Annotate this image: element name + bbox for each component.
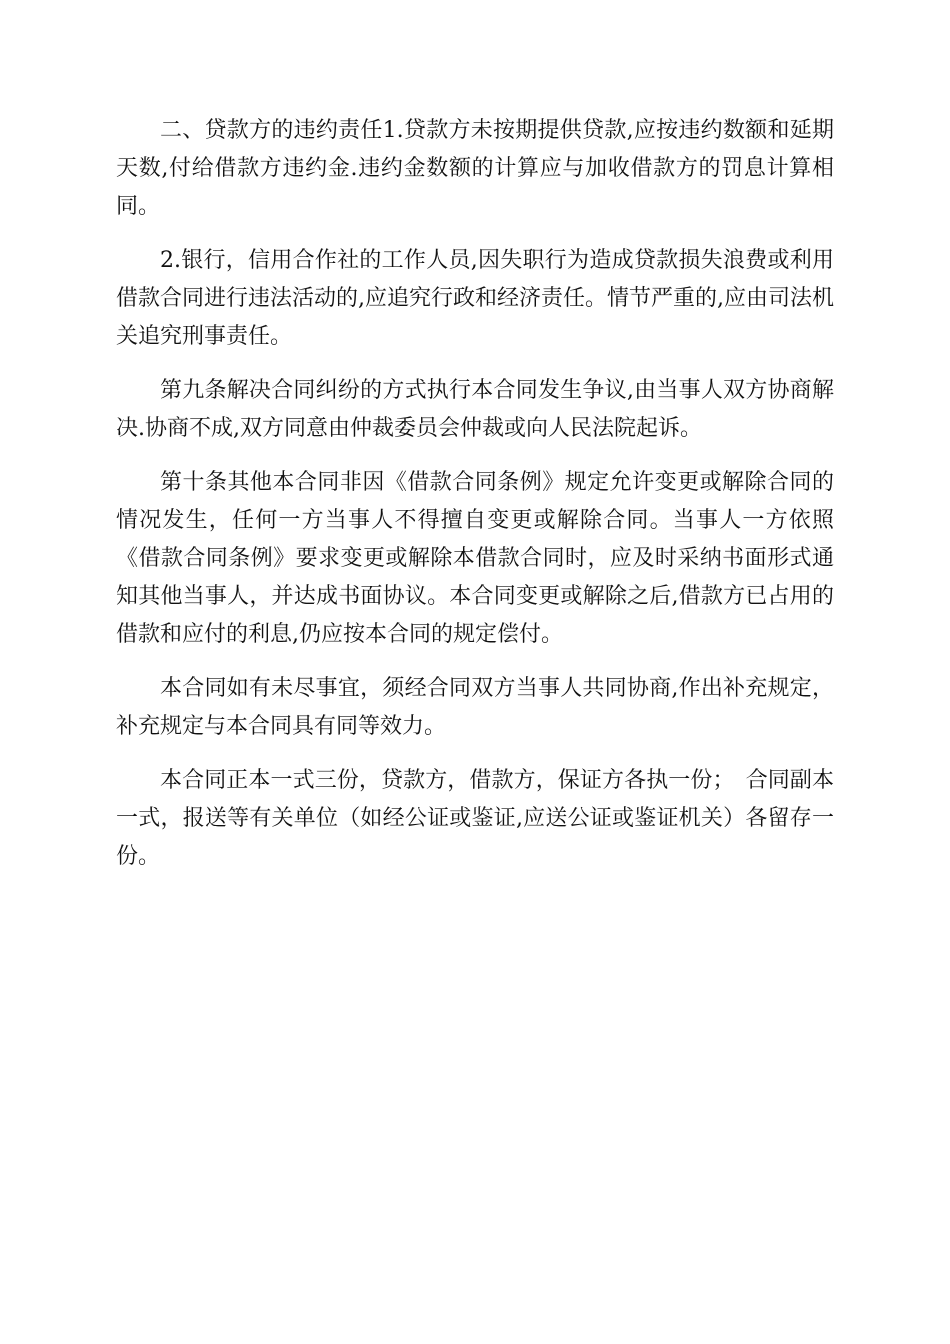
paragraph-bank-staff-liability: 2.银行，信用合作社的工作人员,因失职行为造成贷款损失浪费或利用借款合同进行违法活动的,应追究行政和经济责任。情节严重的,应由司法机关追究刑事责任。 xyxy=(116,248,834,349)
paragraph-article-9-disputes: 第九条解决合同纠纷的方式执行本合同发生争议,由当事人双方协商解决.协商不成,双方同意由仲裁委员会仲裁或向人民法院起诉。 xyxy=(116,378,834,441)
document-body xyxy=(116,112,834,892)
paragraph-supplementary: 本合同如有未尽事宜，须经合同双方当事人共同协商,作出补充规定，补充规定与本合同具有同等效力。 xyxy=(116,676,834,739)
paragraph-breach-lender: 二、贷款方的违约责任1.贷款方未按期提供贷款,应按违约数额和延期天数,付给借款方违约金.违约金数额的计算应与加收借款方的罚息计算相同。 xyxy=(116,118,834,219)
paragraph-copies: 本合同正本一式三份，贷款方，借款方，保证方各执一份； 合同副本一式，报送等有关单位（如经公证或鉴证,应送公证或鉴证机关）各留存一份。 xyxy=(116,768,834,869)
paragraph-article-10-other: 第十条其他本合同非因《借款合同条例》规定允许变更或解除合同的情况发生，任何一方当事人不得擅自变更或解除合同。当事人一方依照《借款合同条例》要求变更或解除本借款合同时，应及时采纳书面形式通知其他当事人，并达成书面协议。本合同变更或解除之后,借款方已占用的借款和应付的利息,仍应按本合同的规定偿付。 xyxy=(116,470,834,647)
